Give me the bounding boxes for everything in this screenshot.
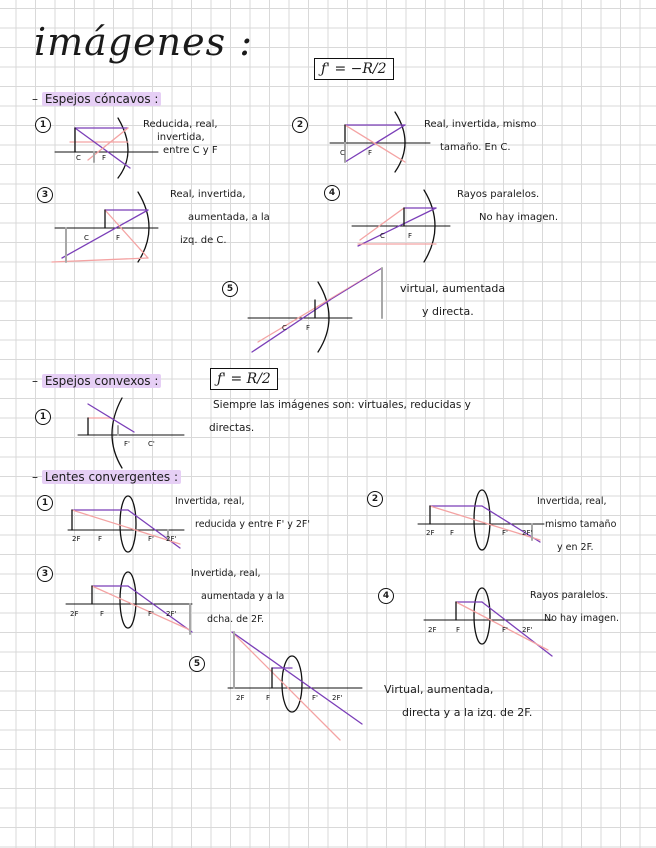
note-line: tamaño. En C. [440, 142, 511, 153]
label-2f: 2F [426, 529, 435, 537]
note-line: Siempre las imágenes son: virtuales, reducidas y [213, 399, 471, 411]
label-2f-prime: 2F' [166, 610, 177, 618]
diagram-lens-4 [424, 588, 552, 656]
label-f: F [408, 232, 413, 240]
concave-focal-formula: ƒ' = −R/2 [314, 58, 394, 80]
note-line: Invertida, real, [191, 568, 261, 579]
label-c-prime: C' [148, 440, 155, 448]
diagram-lens-2 [418, 490, 544, 550]
note-line: invertida, [157, 132, 205, 143]
case-number-convex-1: 1 [35, 409, 51, 425]
section-heading-converging-lenses: – Lentes convergentes : [32, 470, 181, 484]
case-number-lens-4: 4 [378, 588, 394, 604]
label-f-prime: F' [312, 694, 318, 702]
diagram-concave-4 [352, 190, 450, 262]
case-number-concave-5: 5 [222, 281, 238, 297]
note-line: aumentada y a la [201, 591, 285, 602]
label-2f-prime: 2F' [522, 529, 533, 537]
label-c: C [380, 232, 385, 240]
label-c: C [76, 154, 81, 162]
diagram-lens-1 [68, 496, 184, 552]
note-line: Real, invertida, mismo [424, 119, 537, 130]
note-line: Rayos paralelos. [457, 189, 540, 200]
case-number-concave-2: 2 [292, 117, 308, 133]
label-f-prime: F' [148, 535, 154, 543]
convex-focal-formula: ƒ' = R/2 [210, 368, 278, 390]
diagram-lens-3 [66, 572, 192, 634]
note-line: No hay imagen. [479, 212, 559, 223]
heading-text: Lentes convergentes : [42, 470, 181, 484]
heading-text: Espejos convexos : [42, 374, 162, 388]
heading-text: Espejos cóncavos : [42, 92, 162, 106]
note-line: dcha. de 2F. [207, 614, 265, 625]
label-c: C [84, 234, 89, 242]
note-line: izq. de C. [180, 235, 227, 246]
diagram-concave-1 [55, 118, 158, 178]
diagram-concave-2 [330, 112, 430, 172]
label-f-prime: F' [124, 440, 130, 448]
section-heading-convex-mirrors: – Espejos convexos : [32, 374, 161, 388]
note-line: aumentada, a la [188, 212, 270, 223]
note-line: mismo tamaño [545, 519, 617, 530]
label-f: F [102, 154, 107, 162]
label-2f-prime: 2F' [332, 694, 343, 702]
label-f: F [456, 626, 461, 634]
label-f-prime: F' [502, 626, 508, 634]
note-line: directas. [209, 422, 255, 434]
note-line: entre C y F [163, 145, 218, 156]
label-f: F [116, 234, 121, 242]
label-f-prime: F' [502, 529, 508, 537]
note-line: y directa. [422, 305, 474, 318]
label-f: F [266, 694, 271, 702]
note-line: directa y a la izq. de 2F. [402, 706, 533, 719]
diagram-concave-5 [248, 268, 382, 352]
note-line: Invertida, real, [175, 496, 245, 507]
diagram-lens-5 [228, 632, 362, 740]
label-f: F [450, 529, 455, 537]
case-number-concave-4: 4 [324, 185, 340, 201]
case-number-concave-1: 1 [35, 117, 51, 133]
note-line: Real, invertida, [170, 189, 246, 200]
note-line: Reducida, real, [143, 119, 218, 130]
label-2f: 2F [70, 610, 79, 618]
label-f: F [98, 535, 103, 543]
page-title: imágenes : [34, 20, 253, 64]
label-2f: 2F [428, 626, 437, 634]
case-number-lens-3: 3 [37, 566, 53, 582]
note-line: Virtual, aumentada, [384, 683, 494, 696]
note-line: virtual, aumentada [400, 282, 506, 295]
diagram-convex-1 [78, 398, 184, 468]
note-line: reducida y entre F' y 2F' [195, 519, 310, 530]
label-2f-prime: 2F' [166, 535, 177, 543]
note-line: Rayos paralelos. [530, 590, 609, 601]
case-number-lens-1: 1 [37, 495, 53, 511]
diagram-concave-3 [52, 192, 158, 262]
note-line: Invertida, real, [537, 496, 607, 507]
note-line: y en 2F. [557, 542, 594, 553]
case-number-lens-5: 5 [189, 656, 205, 672]
label-f: F [306, 324, 311, 332]
section-heading-concave-mirrors: – Espejos cóncavos : [32, 92, 161, 106]
label-f: F [368, 149, 373, 157]
label-2f: 2F [72, 535, 81, 543]
label-c: C [340, 149, 345, 157]
label-f-prime: F' [148, 610, 154, 618]
label-2f: 2F [236, 694, 245, 702]
label-f: F [100, 610, 105, 618]
note-line: No hay imagen. [544, 613, 620, 624]
label-c: C [282, 324, 287, 332]
label-2f-prime: 2F' [522, 626, 533, 634]
case-number-concave-3: 3 [37, 187, 53, 203]
case-number-lens-2: 2 [367, 491, 383, 507]
